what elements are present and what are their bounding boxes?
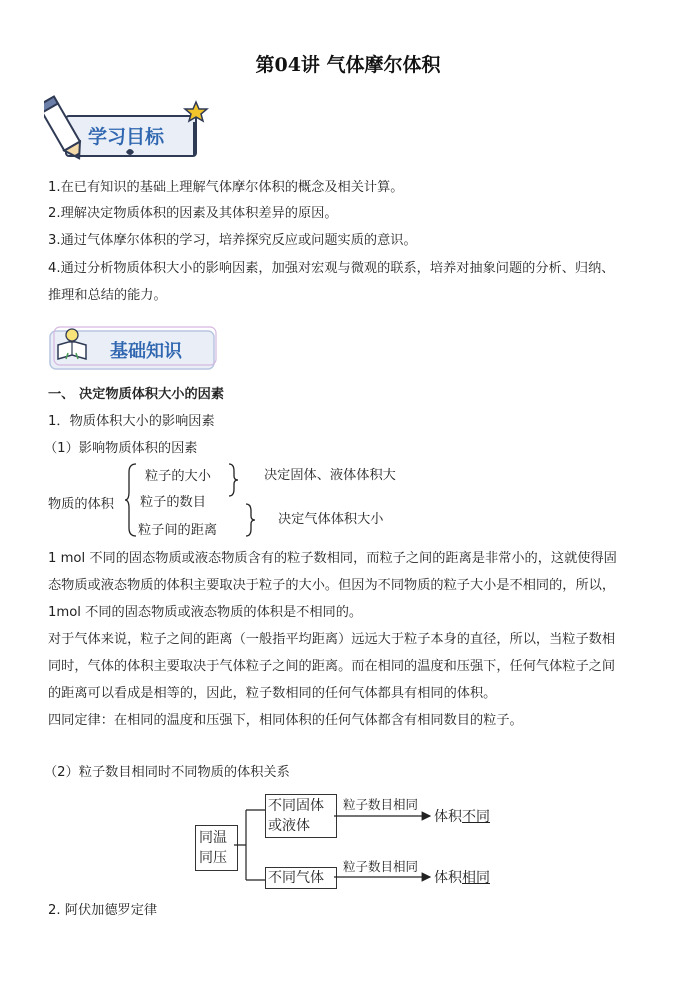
banner-learning-goals (44, 92, 209, 167)
flow-top-line-1: 不同固体 (268, 798, 324, 814)
tree-item-size: 粒子的大小 (145, 469, 211, 484)
banner-basic-knowledge (48, 325, 220, 373)
flow-top-result-prefix: 体积 (434, 809, 462, 825)
objective-4: 4.通过分析物质体积大小的影响因素，加强对宏观与微观的联系，培养对抽象问题的分析、归纳、 (48, 261, 615, 276)
tree-item-count: 粒子的数目 (140, 495, 206, 510)
para-line-7: 四同定律：在相同的温度和压强下，相同体积的任何气体都含有相同数目的粒子。 (48, 713, 523, 728)
banner-basic-knowledge-label: 基础知识 (110, 341, 182, 362)
flow-top-result-underlined: 不同 (462, 809, 490, 825)
subheading-1a: （1）影响物质体积的因素 (44, 441, 198, 456)
para-line-6: 的距离可以看成是相等的，因此，粒子数相同的任何气体都具有相同的体积。 (48, 686, 497, 701)
flow-bottom-arrow-label: 粒子数目相同 (343, 859, 419, 874)
tree-brace (124, 462, 138, 538)
tree-item-distance: 粒子间的距离 (138, 523, 218, 538)
objective-2: 2.理解决定物质体积的因素及其体积差异的原因。 (48, 206, 338, 221)
flow-arrows (334, 806, 434, 886)
para-line-3: 1mol 不同的固态物质或液态物质的体积是不相同的。 (48, 605, 363, 620)
flow-top-line-2: 或液体 (268, 818, 310, 834)
subheading-1: 1．物质体积大小的影响因素 (48, 414, 215, 429)
subheading-2: 2. 阿伏加德罗定律 (48, 903, 158, 918)
tree-root: 物质的体积 (48, 497, 114, 512)
banner-learning-goals-label: 学习目标 (88, 126, 165, 148)
tree-note-bottom: 决定气体体积大小 (278, 512, 384, 527)
para-line-1: 1 mol 不同的固态物质或液态物质含有的粒子数相同，而粒子之间的距离是非常小的，这就使得固 (48, 551, 617, 566)
flow-top-box (265, 794, 337, 838)
para-line-2: 态物质或液态物质的体积主要取决于粒子的大小。但因为不同物质的粒子大小是不相同的，所以， (48, 578, 616, 593)
flow-top-result (434, 806, 490, 826)
objective-1: 1.在已有知识的基础上理解气体摩尔体积的概念及相关计算。 (48, 180, 404, 195)
page-title: 第04讲 气体摩尔体积 (255, 54, 441, 76)
flow-bottom-result (434, 867, 490, 887)
objective-3: 3.通过气体摩尔体积的学习，培养探究反应或问题实质的意识。 (48, 233, 417, 248)
flow-bottom-box: 不同气体 (265, 867, 337, 889)
flow-bottom-result-prefix: 体积 (434, 870, 462, 886)
tree-brace-right-top (228, 462, 240, 498)
subheading-1b: （2）粒子数目相同时不同物质的体积关系 (44, 765, 290, 780)
para-line-4: 对于气体来说，粒子之间的距离（一般指平均距离）远远大于粒子本身的直径，所以，当粒子数相 (48, 632, 616, 647)
flow-left-line-1: 同温 (199, 830, 227, 846)
section-heading-1: 一、 决定物质体积大小的因素 (48, 387, 225, 402)
flow-left-box (195, 825, 238, 871)
tree-note-top: 决定固体、液体体积大 (264, 468, 396, 483)
flow-top-arrow-label: 粒子数目相同 (343, 797, 419, 812)
objective-4-cont: 推理和总结的能力。 (48, 288, 167, 303)
para-line-5: 同时，气体的体积主要取决于气体粒子之间的距离。而在相同的温度和压强下，任何气体粒子之间 (48, 659, 616, 674)
flow-bottom-result-underlined: 相同 (462, 870, 490, 886)
tree-brace-right-bottom (245, 502, 257, 538)
flow-left-line-2: 同压 (199, 850, 227, 866)
flow-connector (234, 800, 268, 890)
